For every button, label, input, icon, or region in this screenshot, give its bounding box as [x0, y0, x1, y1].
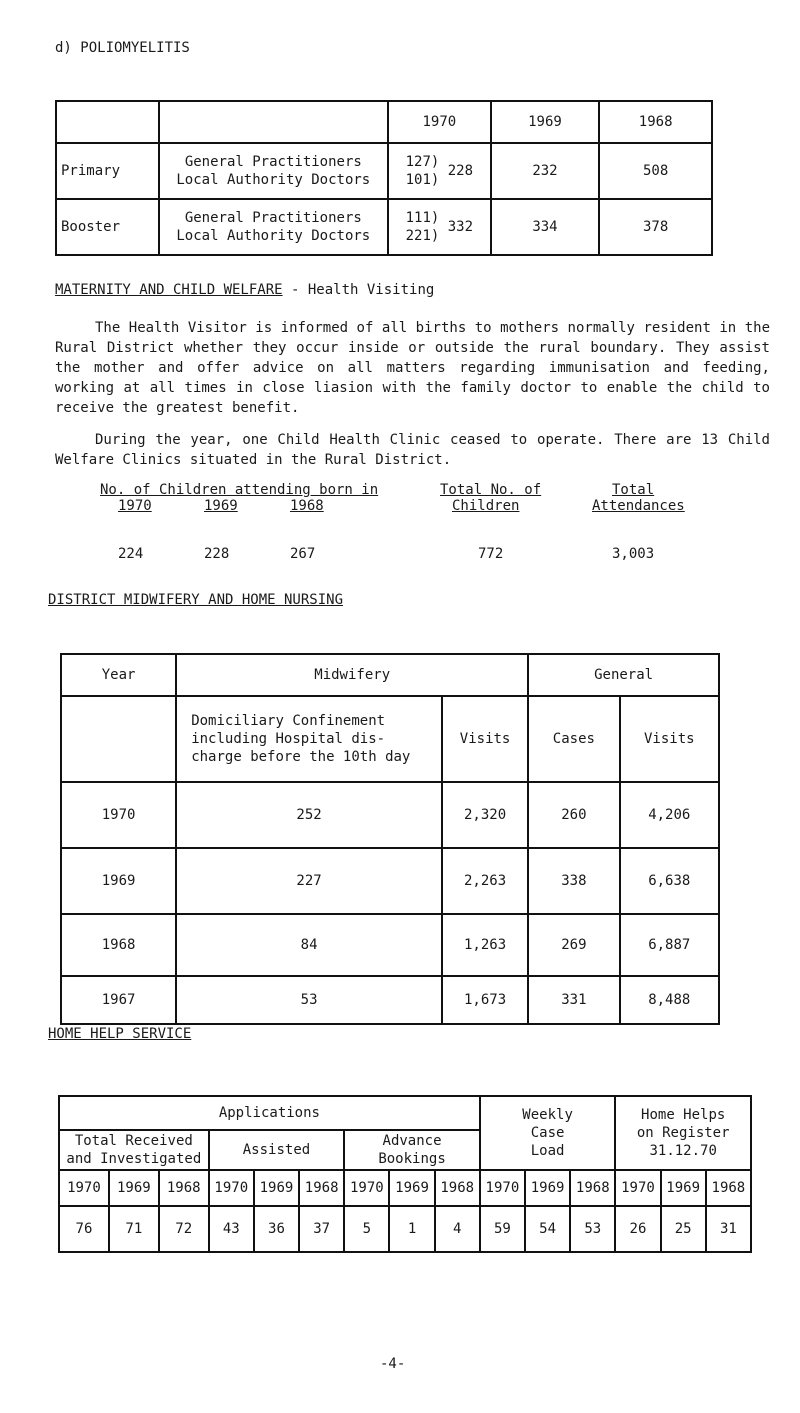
- values-row: 76 71 72 43 36 37 5 1 4 59 54 53 26 25 31: [59, 1206, 751, 1252]
- clinic-value: 267: [290, 546, 316, 562]
- general-visits-header: Visits: [620, 696, 719, 782]
- general-header: General: [528, 654, 719, 696]
- split-total: 127) 101) 228: [388, 143, 491, 199]
- year-header: 1968: [290, 498, 324, 514]
- split-total: 111) 221) 332: [388, 199, 491, 255]
- paragraph: During the year, one Child Health Clinic ceased to operate. There are 13 Child Welfare Clinics situated in the Rural District.: [55, 432, 770, 468]
- advance-bookings-header: Advance Bookings: [344, 1130, 480, 1170]
- maternity-heading: MATERNITY AND CHILD WELFARE - Health Visiting: [55, 282, 435, 298]
- year-header: 1969: [491, 101, 600, 143]
- doctor-types: General Practitioners Local Authority Doctors: [159, 143, 388, 199]
- year-header: 1968: [599, 101, 712, 143]
- midwifery-table: [60, 653, 720, 1025]
- weekly-case-load-header: Weekly Case Load: [480, 1096, 616, 1170]
- table-row: 1968 84 1,263 269 6,887: [61, 914, 719, 976]
- midwifery-heading: DISTRICT MIDWIFERY AND HOME NURSING: [48, 592, 344, 608]
- home-helps-register-header: Home Helps on Register 31.12.70: [615, 1096, 751, 1170]
- table-row: [56, 199, 712, 255]
- year-header: 1970: [118, 498, 152, 514]
- blank-cell: [56, 101, 159, 143]
- domiciliary-header: Domiciliary Confinement including Hospital dis- charge before the 10th day: [176, 696, 442, 782]
- year-header: 1970: [388, 101, 491, 143]
- maternity-text: [55, 318, 770, 482]
- value-cell: 232: [491, 143, 600, 199]
- total-attendances: 3,003: [612, 546, 655, 562]
- table-row: 1970 252 2,320 260 4,206: [61, 782, 719, 848]
- applications-header: Applications: [59, 1096, 480, 1130]
- cases-header: Cases: [528, 696, 619, 782]
- year-column-header: Year: [61, 654, 176, 696]
- row-label: Booster: [56, 199, 159, 255]
- blank-cell: [159, 101, 388, 143]
- value-cell: 334: [491, 199, 600, 255]
- row-label: Primary: [56, 143, 159, 199]
- clinic-header: No. of Children attending born in: [100, 482, 379, 498]
- children-header: Children: [452, 498, 520, 514]
- clinic-value: 224: [118, 546, 144, 562]
- table-row: [56, 143, 712, 199]
- polio-table: [55, 100, 713, 256]
- clinic-value: 228: [204, 546, 230, 562]
- doctor-types: General Practitioners Local Authority Doctors: [159, 199, 388, 255]
- attendances-header: Total: [612, 482, 655, 498]
- midwifery-header: Midwifery: [176, 654, 528, 696]
- visits-header: Visits: [442, 696, 528, 782]
- homehelp-table: [58, 1095, 752, 1253]
- total-received-header: Total Received and Investigated: [59, 1130, 209, 1170]
- paragraph: The Health Visitor is informed of all births to mothers normally resident in the Rural District whether they occur inside or outside the rural boundary. They assist the mother and offer advice on all matters regarding immunisation and feeding, working at all times in close liasion with the family doctor to enable the child to receive the greatest benefit.: [55, 320, 770, 416]
- attendances-header: Attendances: [592, 498, 685, 514]
- table-row: 1969 227 2,263 338 6,638: [61, 848, 719, 914]
- table-row: 1967 53 1,673 331 8,488: [61, 976, 719, 1024]
- value-cell: 508: [599, 143, 712, 199]
- section-title: d) POLIOMYELITIS: [55, 40, 190, 56]
- total-children: 772: [478, 546, 504, 562]
- blank-cell: [61, 696, 176, 782]
- years-row: 1970 1969 1968 1970 1969 1968 1970 1969 1968 1970 1969 1968 1970 1969 1968: [59, 1170, 751, 1206]
- year-header: 1969: [204, 498, 238, 514]
- homehelp-heading: HOME HELP SERVICE: [48, 1026, 192, 1042]
- assisted-header: Assisted: [209, 1130, 345, 1170]
- value-cell: 378: [599, 199, 712, 255]
- children-header: Total No. of: [440, 482, 542, 498]
- page-number: -4-: [380, 1356, 406, 1372]
